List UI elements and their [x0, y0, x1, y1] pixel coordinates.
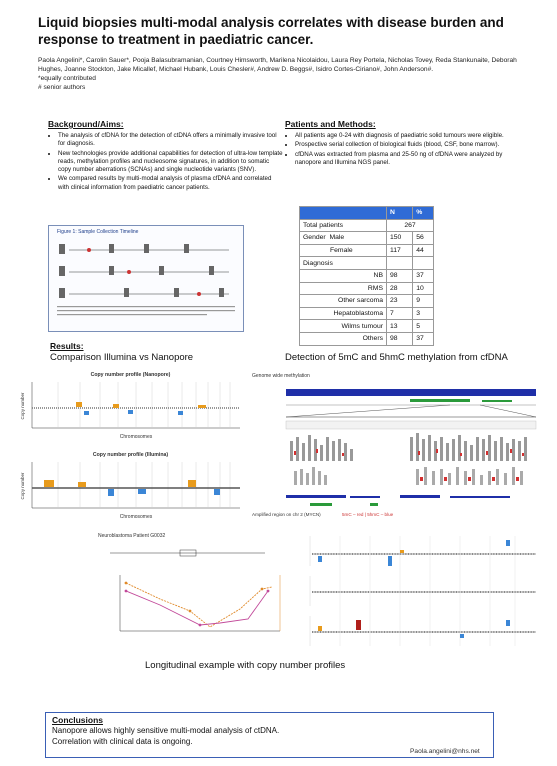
cnp-nanopore-title: Copy number profile (Nanopore) — [90, 372, 171, 378]
background-heading: Background/Aims: — [48, 119, 124, 129]
cnp-illumina-title: Copy number profile (Illumina) — [92, 452, 169, 458]
results-heading: Results: — [50, 341, 84, 351]
methods-heading: Patients and Methods: — [285, 119, 376, 129]
cnp-nanopore-figure — [18, 372, 243, 447]
header-cell — [300, 207, 387, 220]
methylation-plot — [250, 379, 540, 517]
row-label: Wilms tumour — [300, 320, 387, 333]
timeline-graphic — [49, 236, 243, 328]
axis-label: Copy number — [20, 472, 25, 500]
row-n: 13 — [387, 320, 413, 333]
poster-title: Liquid biopsies multi-modal analysis correlates with disease burden and response to treatment in paediatric cancer. — [38, 15, 504, 47]
longitudinal-caption: Longitudinal example with copy number profiles — [145, 660, 346, 671]
cnp-illumina-plot — [18, 458, 243, 524]
row-label: NB — [300, 269, 387, 282]
table-row — [300, 295, 434, 308]
table-row — [300, 257, 434, 270]
axis-label: Chromosomes — [119, 514, 153, 520]
cnp-illumina-figure — [18, 452, 243, 527]
row-n: 117 — [387, 244, 413, 257]
row-pct: 5 — [413, 320, 434, 333]
footnote-equal: *equally contributed — [38, 75, 96, 82]
axis-label: Copy number — [20, 392, 25, 420]
header-cell: N — [387, 207, 413, 220]
methylation-title: Genome wide methylation — [252, 373, 310, 379]
row-n: 98 — [387, 269, 413, 282]
conclusion-line: Nanopore allows highly sensitive multi-modal analysis of ctDNA. — [52, 726, 280, 735]
row-n: 28 — [387, 282, 413, 295]
methods-bullet: • All patients age 0-24 with diagnosis of paediatric solid tumours were eligible. — [295, 132, 520, 140]
comparison-caption: Comparison Illumina vs Nanopore — [50, 352, 194, 363]
background-section — [48, 119, 283, 193]
methods-bullet: • Prospective serial collection of biological fluids (blood, CSF, bone marrow). — [295, 141, 520, 149]
methylation-legend: 5mC – red | 5hmC – blue — [342, 512, 394, 517]
row-n: 7 — [387, 307, 413, 320]
header-cell: % — [413, 207, 434, 220]
figure-title: Figure 1: Sample Collection Timeline — [57, 229, 139, 235]
row-pct: 56 — [413, 232, 434, 245]
cnp-nanopore-plot — [18, 378, 243, 444]
row-n: 150 — [387, 232, 413, 245]
table-header — [300, 207, 434, 220]
table-row — [300, 219, 434, 232]
methylation-caption: Detection of 5mC and 5hmC methylation from cfDNA — [285, 352, 508, 363]
gender-label: Gender — [303, 234, 326, 242]
row-pct: 37 — [413, 332, 434, 345]
table-row — [300, 332, 434, 345]
row-label: Male — [329, 234, 345, 242]
row-pct: 44 — [413, 244, 434, 257]
longitudinal-title: Neuroblastoma Patient G0032 — [98, 533, 166, 539]
row-n: 23 — [387, 295, 413, 308]
row-pct: 10 — [413, 282, 434, 295]
longitudinal-figure — [90, 533, 300, 645]
row-label: RMS — [300, 282, 387, 295]
table-row — [300, 282, 434, 295]
table-row — [300, 232, 434, 245]
methylation-subtitle: Amplified region on chr 2 (MYCN) — [252, 512, 321, 517]
sample-timeline-figure — [48, 225, 244, 332]
row-n: 98 — [387, 332, 413, 345]
conclusions-heading: Conclusions — [52, 715, 104, 725]
background-bullet: • We compared results by multi-modal analysis of plasma cfDNA and correlated with clinical information from paediatric cancer patients. — [58, 175, 283, 192]
table-row — [300, 269, 434, 282]
background-bullet: • New technologies provide additional capabilities for detection of ultra-low template reads, methylation profiles and nucleosome signatures, in addition to somatic copy number aberrations (SCNAs) and single nucleotide variants (SNV). — [58, 150, 283, 175]
total-value: 267 — [387, 219, 434, 232]
table-row — [300, 244, 434, 257]
table-row — [300, 307, 434, 320]
row-pct: 37 — [413, 269, 434, 282]
footnote-senior: # senior authors — [38, 84, 86, 91]
table-row — [300, 320, 434, 333]
row-label: Other sarcoma — [300, 295, 387, 308]
row-label: Hepatoblastoma — [300, 307, 387, 320]
contact-email[interactable]: Paola.angelini@nhs.net — [410, 748, 480, 755]
methods-bullets — [285, 132, 520, 167]
longitudinal-cnp-plots — [300, 532, 540, 650]
longitudinal-plot — [90, 539, 300, 643]
patient-table — [299, 206, 434, 346]
conclusion-line: Correlation with clinical data is ongoing. — [52, 737, 193, 746]
total-label: Total patients — [300, 219, 387, 232]
row-label: Female — [300, 244, 387, 257]
background-bullet: • The analysis of cfDNA for the detection of ctDNA offers a minimally invasive tool for diagnosis. — [58, 132, 283, 149]
background-bullets — [48, 132, 283, 192]
row-pct: 3 — [413, 307, 434, 320]
row-pct: 9 — [413, 295, 434, 308]
gender-cell — [300, 232, 387, 245]
authors-text: Paola Angelini*, Carolin Sauer*, Pooja Balasubramanian, Courtney Himsworth, Marilena Nicolaidou, Laura Rey Portela, Nicholas Tovey, Reda Stankunaite, Deborah Hughes, Joanne Stockton, Jake Micallef, Michael Hubank, Louis Chesler#, Andrew D. Beggs#, Isidro Cortes-Ciriano#, John Anderson#. — [38, 57, 517, 73]
axis-label: Chromosomes — [119, 434, 153, 440]
methods-bullet: • cfDNA was extracted from plasma and 25-50 ng of cfDNA were analyzed by nanopore and Illumina NGS panel. — [295, 151, 520, 168]
author-list — [38, 56, 538, 92]
diagnosis-label: Diagnosis — [300, 257, 387, 270]
methods-section — [285, 119, 520, 168]
row-label: Others — [300, 332, 387, 345]
methylation-figure — [250, 373, 540, 525]
